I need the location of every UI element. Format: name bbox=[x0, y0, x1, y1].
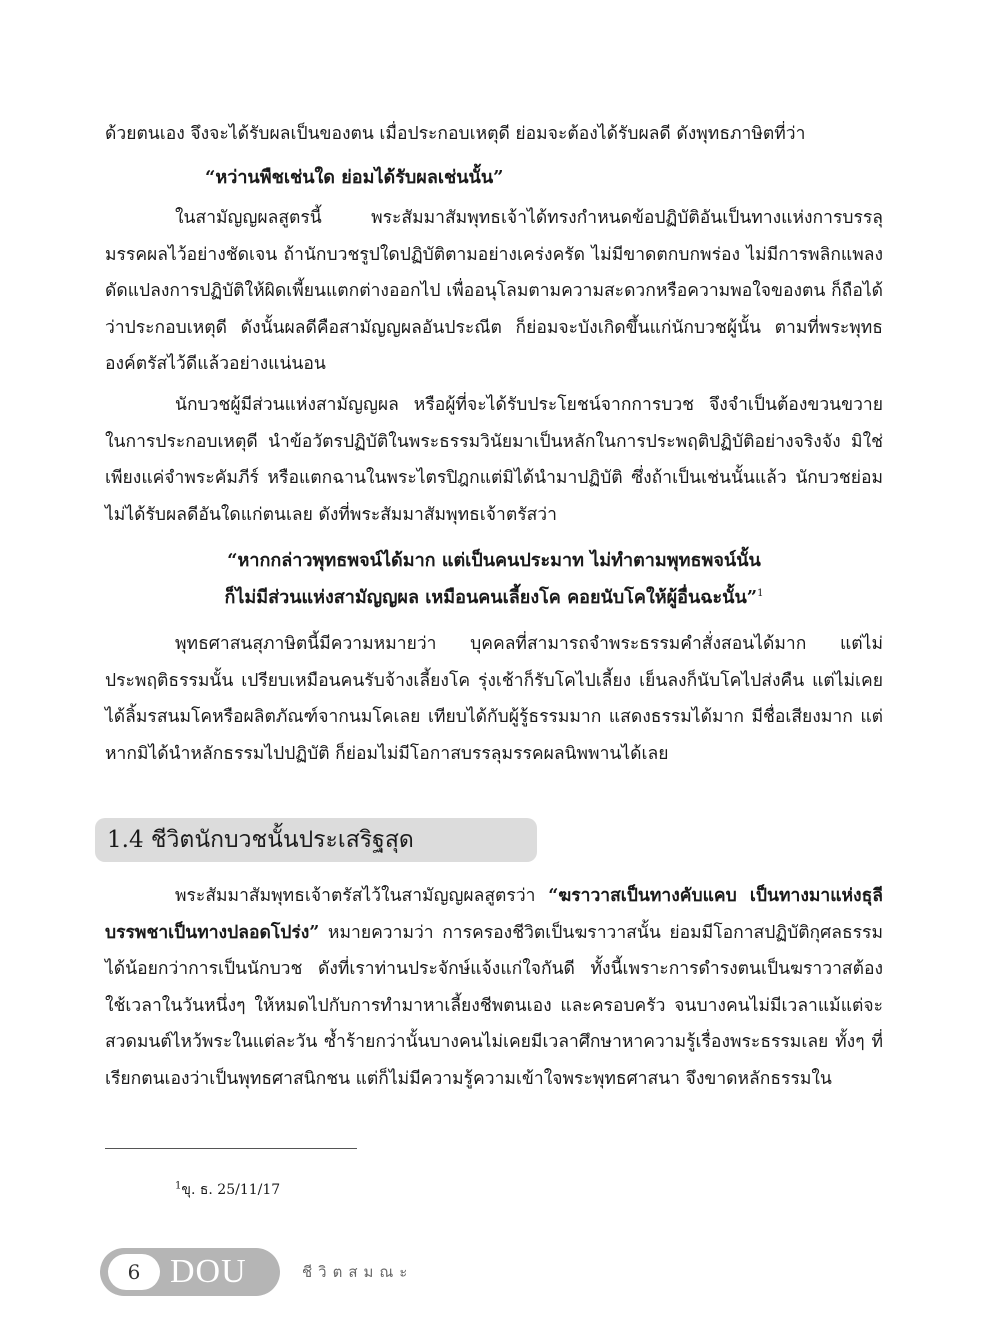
section-heading: 1.4 ชีวิตนักบวชนั้นประเสริฐสุด bbox=[107, 827, 414, 853]
quote-buddha-saying bbox=[105, 543, 883, 616]
footnote-divider bbox=[105, 1148, 357, 1149]
paragraph-samannaphala-practice: ในสามัญญผลสูตรนี้ พระสัมมาสัมพุทธเจ้าได้ทรงกำหนดข้อปฏิบัติอันเป็นทางแห่งการบรรลุมรรคผลไว้อย่างชัดเจน ถ้านักบวชรูปใดปฏิบัติตามอย่างเคร่งครัด ไม่มีขาดตกบกพร่อง ไม่มีการพลิกแพลงดัดแปลงการปฏิบัติให้ผิดเพี้ยนแตกต่างออกไป เพื่ออนุโลมตามความสะดวกหรือความพอใจของตน ก็ถือได้ว่าประกอบเหตุดี ดังนั้นผลดีคือสามัญญผลอันประณีต ก็ย่อมจะบังเกิดขึ้นแก่นักบวชผู้นั้น ตามที่พระพุทธองค์ตรัสไว้ดีแล้วอย่างแน่นอน bbox=[105, 208, 883, 374]
paragraph-continuation: ด้วยตนเอง จึงจะได้รับผลเป็นของตน เมื่อประกอบเหตุดี ย่อมจะต้องได้รับผลดี ดังพุทธภาษิตที่ว่า bbox=[105, 124, 806, 144]
quote-line-2-text: ก็ไม่มีส่วนแห่งสามัญญผล เหมือนคนเลี้ยงโค คอยนับโคให้ผู้อื่นฉะนั้น” bbox=[224, 586, 758, 608]
paragraph-proverb-meaning: พุทธศาสนสุภาษิตนี้มีความหมายว่า บุคคลที่สามารถจำพระธรรมคำสั่งสอนได้มาก แต่ไม่ประพฤติธรรมนั้น เปรียบเหมือนคนรับจ้างเลี้ยงโค รุ่งเช้าก็รับโคไปเลี้ยง เย็นลงก็นับโคไปส่งคืน แต่ไม่เคยได้ลิ้มรสนมโคหรือผลิตภัณฑ์จากนมโคเลย เทียบได้กับผู้รู้ธรรมมาก แสดงธรรมได้มาก มีชื่อเสียงมาก แต่หากมิได้นำหลักธรรมไปปฏิบัติ ก็ย่อมไม่มีโอกาสบรรลุมรรคผลนิพพานได้เลย bbox=[105, 634, 883, 764]
footer-badge bbox=[100, 1248, 280, 1296]
paragraph-household-vs-monk bbox=[105, 878, 883, 1097]
section-heading-bar bbox=[95, 818, 537, 862]
paragraph-text-start: พระสัมมาสัมพุทธเจ้าตรัสไว้ในสามัญญผลสูตรว่า bbox=[175, 886, 549, 906]
quote-line-1: “หากกล่าวพุทธพจน์ได้มาก แต่เป็นคนประมาท ไม่ทำตามพุทธพจน์นั้น bbox=[227, 550, 761, 571]
footnote-text: ขุ. ธ. 25/11/17 bbox=[181, 1182, 281, 1198]
quote-proverb: “หว่านพืชเช่นใด ย่อมได้รับผลเช่นนั้น” bbox=[205, 167, 504, 188]
footnote-mark: 1 bbox=[175, 1180, 182, 1192]
footnote-reference[interactable]: 1 bbox=[757, 587, 764, 599]
brand-logo: DOU bbox=[170, 1253, 247, 1290]
page-number: 6 bbox=[108, 1254, 160, 1290]
paragraph-monk-effort: นักบวชผู้มีส่วนแห่งสามัญญผล หรือผู้ที่จะได้รับประโยชน์จากการบวช จึงจำเป็นต้องขวนขวายในการประกอบเหตุดี นำข้อวัตรปฏิบัติในพระธรรมวินัยมาเป็นหลักในการประพฤติปฏิบัติอย่างจริงจัง มิใช่เพียงแค่จำพระคัมภีร์ หรือแตกฉานในพระไตรปิฎกแต่มิได้นำมาปฏิบัติ ซึ่งถ้าเป็นเช่นนั้นแล้ว นักบวชย่อมไม่ได้รับผลดีอันใดแก่ตนเลย ดังที่พระสัมมาสัมพุทธเจ้าตรัสว่า bbox=[105, 395, 883, 525]
paragraph-text-rest: หมายความว่า การครองชีวิตเป็นฆราวาสนั้น ย่อมมีโอกาสปฏิบัติกุศลธรรมได้น้อยกว่าการเป็นนักบวช ดังที่เราท่านประจักษ์แจ้งแก่ใจกันดี ทั้งนี้เพราะการดำรงตนเป็นฆราวาสต้องใช้เวลาในวันหนึ่งๆ ให้หมดไปกับการทำมาหาเลี้ยงชีพตนเอง และครอบครัว จนบางคนไม่มีเวลาแม้แต่จะสวดมนต์ไหว้พระในแต่ละวัน ซ้ำร้ายกว่านั้นบางคนไม่เคยมีเวลาศึกษาหาความรู้เรื่องพระธรรมเลย ทั้งๆ ที่เรียกตนเองว่าเป็นพุทธศาสนิกชน แต่ก็ไม่มีความรู้ความเข้าใจพระพุทธศาสนา จึงขาดหลักธรรมใน bbox=[105, 922, 883, 1089]
running-title: ชีวิตสมณะ bbox=[302, 1263, 414, 1281]
bold-quote: “ฆราวาสเป็นทางคับแคบ เป็นทางมาแห่งธุลี บรรพชาเป็นทางปลอดโปร่ง” bbox=[105, 886, 883, 943]
footnote bbox=[175, 1180, 280, 1200]
quote-line-2 bbox=[105, 580, 883, 617]
